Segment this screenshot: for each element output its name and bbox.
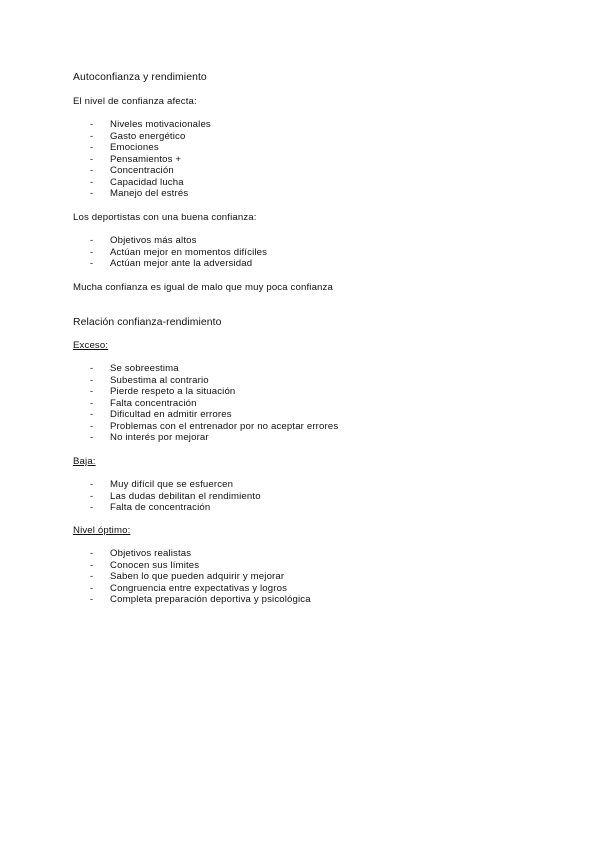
list-item-text: Pierde respeto a la situación [110, 386, 236, 398]
dash-bullet: - [90, 258, 94, 270]
dash-bullet: - [90, 130, 94, 142]
dash-bullet: - [90, 490, 94, 502]
dash-bullet: - [90, 571, 94, 583]
dash-bullet: - [90, 479, 94, 490]
list-item-text: Actúan mejor ante la adversidad [110, 258, 253, 270]
dash-bullet: - [90, 502, 94, 514]
dash-bullet: - [90, 420, 94, 432]
list-item-text: Niveles motivacionales [110, 119, 211, 130]
heading-exceso: Exceso: [73, 340, 109, 351]
list-item-text: Se sobreestima [110, 363, 179, 374]
conclusion-text: Mucha confianza es igual de malo que muy poca confianza [73, 282, 333, 293]
heading-nivel-optimo: Nivel óptimo: [73, 525, 131, 536]
dash-bullet: - [90, 363, 94, 374]
list-item-text: Muy difícil que se esfuercen [110, 479, 234, 490]
dash-bullet: - [90, 397, 94, 409]
list-item-text: Falta de concentración [110, 502, 211, 514]
list-item-text: Objetivos realistas [110, 548, 192, 559]
list-item-text: Emociones [110, 142, 159, 154]
dash-bullet: - [90, 235, 94, 246]
dash-bullet: - [90, 176, 94, 188]
list-item-text: Gasto energético [110, 130, 186, 142]
dash-bullet: - [90, 386, 94, 398]
dash-bullet: - [90, 559, 94, 571]
list-item-text: Dificultad en admitir errores [110, 409, 232, 421]
heading-baja: Baja: [73, 456, 96, 467]
list-item-text: No interés por mejorar [110, 432, 209, 444]
list-item-text: Falta concentración [110, 397, 197, 409]
dash-bullet: - [90, 374, 94, 386]
list-item-text: Completa preparación deportiva y psicológica [110, 594, 311, 606]
intro-text-2: Los deportistas con una buena confianza: [73, 212, 257, 223]
dash-bullet: - [90, 165, 94, 177]
list-item-text: Saben lo que pueden adquirir y mejorar [110, 571, 285, 583]
dash-bullet: - [90, 548, 94, 559]
list-item-text: Manejo del estrés [110, 188, 189, 200]
list-item-text: Concentración [110, 165, 174, 177]
list-item-text: Conocen sus límites [110, 559, 200, 571]
list-item-text: Congruencia entre expectativas y logros [110, 582, 288, 594]
dash-bullet: - [90, 594, 94, 606]
section-title-relacion: Relación confianza-rendimiento [73, 317, 222, 328]
dash-bullet: - [90, 119, 94, 130]
section-title-autoconfianza: Autoconfianza y rendimiento [73, 72, 207, 83]
list-item-text: Subestima al contrario [110, 374, 209, 386]
list-item-text: Capacidad lucha [110, 176, 184, 188]
list-item-text: Actúan mejor en momentos difíciles [110, 246, 268, 258]
dash-bullet: - [90, 188, 94, 200]
intro-text: El nivel de confianza afecta: [73, 96, 197, 107]
list-item-text: Problemas con el entrenador por no aceptar errores [110, 420, 339, 432]
dash-bullet: - [90, 246, 94, 258]
list-item-text: Las dudas debilitan el rendimiento [110, 490, 261, 502]
list-item-text: Pensamientos + [110, 153, 182, 165]
dash-bullet: - [90, 432, 94, 444]
dash-bullet: - [90, 153, 94, 165]
list-item-text: Objetivos más altos [110, 235, 197, 246]
dash-bullet: - [90, 409, 94, 421]
dash-bullet: - [90, 142, 94, 154]
dash-bullet: - [90, 582, 94, 594]
